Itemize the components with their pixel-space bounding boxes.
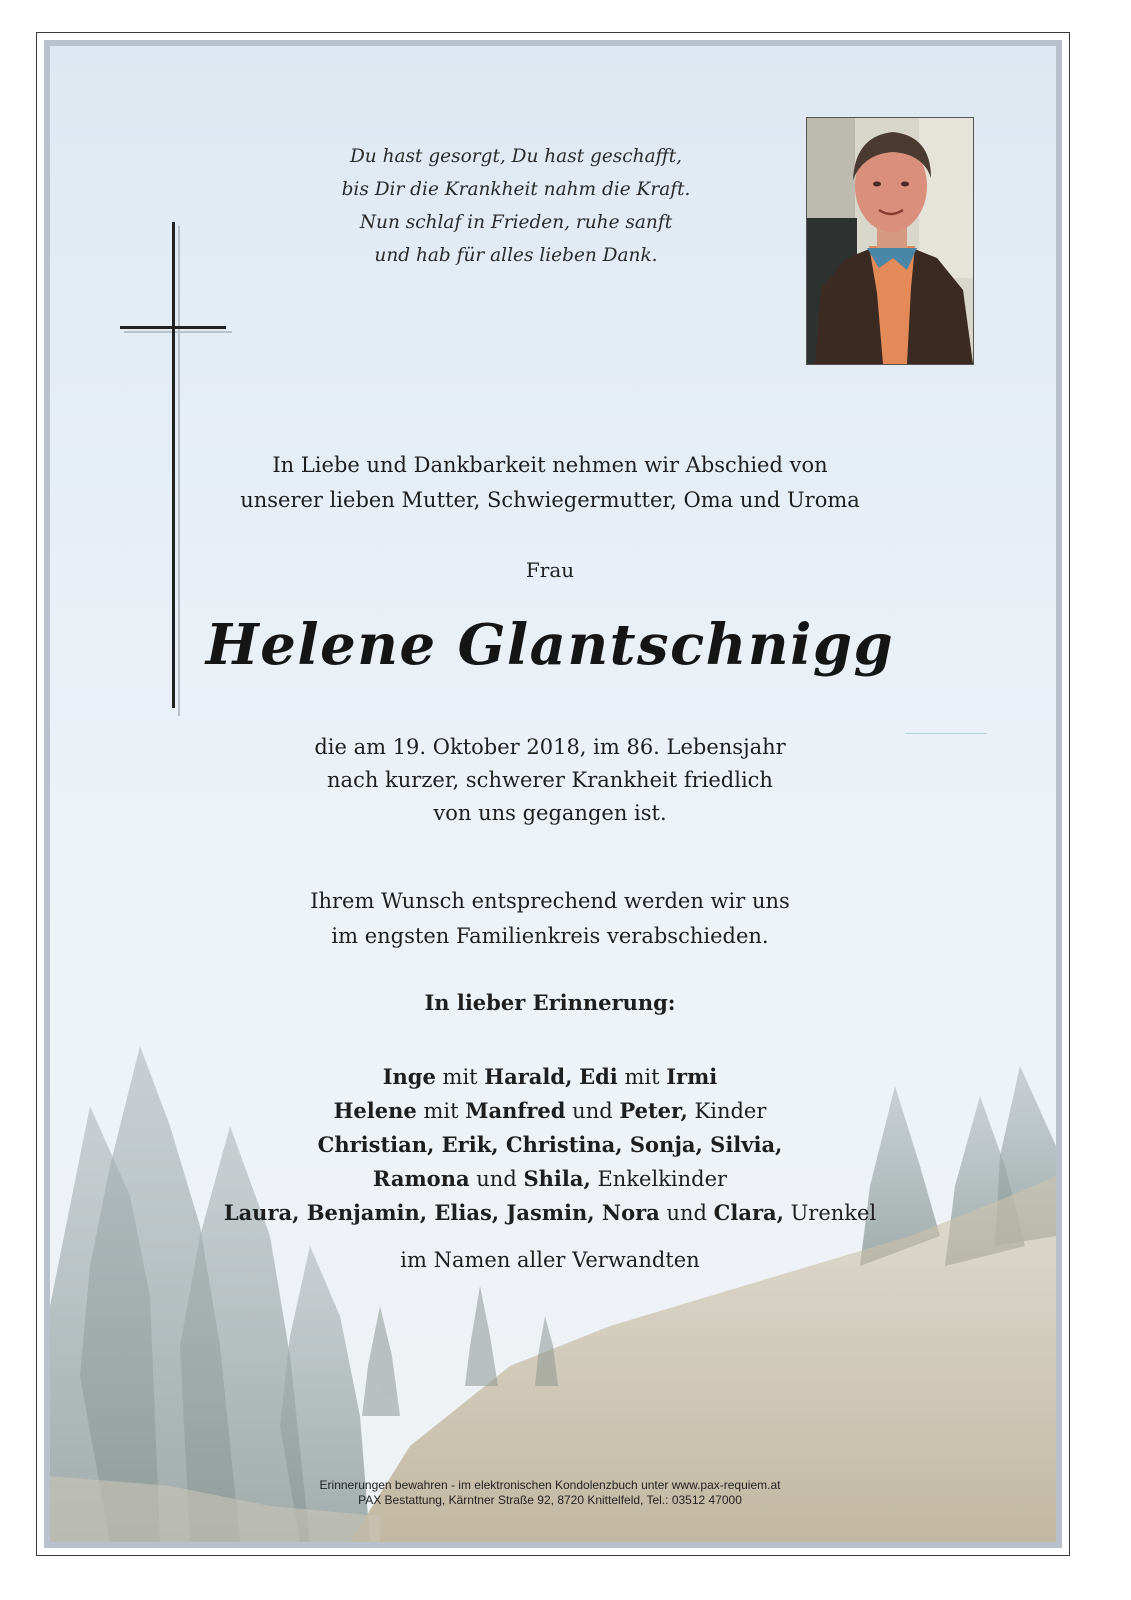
poem-line: und hab für alles lieben Dank. [374,245,658,266]
funeral-wish [200,884,900,954]
remembrance-heading: In lieber Erinnerung: [424,990,676,1015]
family-list [150,1060,950,1230]
death-notice-line: die am 19. Oktober 2018, im 86. Lebensjahr [314,735,786,759]
wish-line: Ihrem Wunsch entsprechend werden wir uns [310,889,790,913]
death-notice [200,731,900,830]
family-line: Christian, Erik, Christina, Sonja, Silvia, [317,1132,783,1157]
portrait-photo [806,117,974,365]
signoff: im Namen aller Verwandten [400,1248,700,1272]
portrait-image [807,118,973,364]
intro-line: In Liebe und Dankbarkeit nehmen wir Abschied von [272,453,828,477]
family-line: Inge mit Harald, Edi mit Irmi [382,1064,718,1089]
intro-text [200,448,900,518]
deceased-name: Helene Glantschnigg [205,612,895,678]
footer-line: PAX Bestattung, Kärntner Straße 92, 8720 Knittelfeld, Tel.: 03512 47000 [358,1493,742,1507]
salutation: Frau [525,558,575,582]
death-notice-line: von uns gegangen ist. [433,801,667,825]
poem-line: bis Dir die Krankheit nahm die Kraft. [341,179,691,200]
poem-line: Nun schlaf in Frieden, ruhe sanft [359,212,673,233]
intro-line: unserer lieben Mutter, Schwiegermutter, Oma und Uroma [240,488,860,512]
footer [200,1478,900,1508]
memorial-poem [300,140,732,272]
poem-line: Du hast gesorgt, Du hast geschafft, [349,146,683,167]
family-line: Laura, Benjamin, Elias, Jasmin, Nora und Clara, Urenkel [223,1200,877,1225]
cross-shadow-horizontal [124,331,232,333]
wish-line: im engsten Familienkreis verabschieden. [331,924,769,948]
decorative-line [905,733,987,734]
footer-line: Erinnerungen bewahren - im elektronischen Kondolenzbuch unter www.pax-requiem.at [319,1478,781,1492]
family-line: Ramona und Shila, Enkelkinder [372,1166,728,1191]
cross-icon-horizontal [120,326,226,329]
family-line: Helene mit Manfred und Peter, Kinder [333,1098,767,1123]
death-notice-line: nach kurzer, schwerer Krankheit friedlich [327,768,773,792]
